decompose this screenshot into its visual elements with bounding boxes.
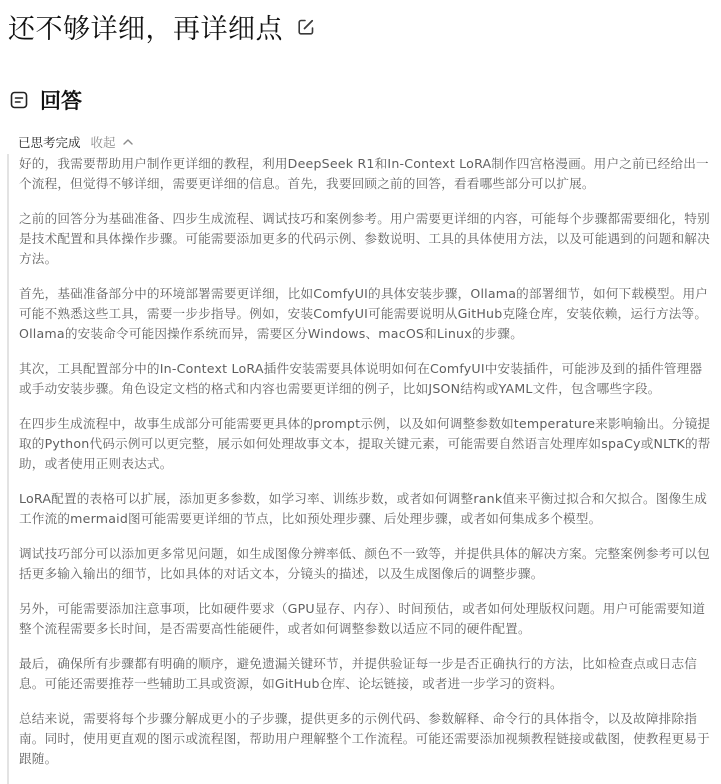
query-text: 还不够详细，再详细点 — [8, 13, 283, 45]
thinking-paragraph: 另外，可能需要添加注意事项，比如硬件要求（GPU显存、内存）、时间预估，或者如何处理版权问题。用户可能需要知道整个流程需要多长时间，是否需要高性能硬件，或者如何调整参数以适应不同的硬件配置。 — [19, 601, 706, 636]
chevron-up-icon[interactable] — [122, 136, 134, 148]
thinking-paragraph: LoRA配置的表格可以扩展，添加更多参数，如学习率、训练步数，或者如何调整rank值来平衡过拟合和欠拟合。图像生成工作流的mermaid图可能需要更详细的节点，比如预处理步骤、后处理步骤，或者如何集成多个模型。 — [19, 491, 708, 526]
answer-title: 回答 — [40, 89, 82, 113]
thinking-content — [7, 154, 713, 784]
thinking-paragraph: 首先，基础准备部分中的环境部署需要更详细，比如ComfyUI的具体安装步骤，Ollama的部署细节，如何下载模型。用户可能不熟悉这些工具，需要一步步指导。例如，安装ComfyUI可能需要说明从GitHub克隆仓库，安装依赖，运行方法等。Ollama的安装命令可能因操作系统而异，需要区分Windows、macOS和Linux的步骤。 — [19, 286, 709, 341]
thinking-paragraph: 其次，工具配置部分中的In-Context LoRA插件安装需要具体说明如何在ComfyUI中安装插件，可能涉及到的插件管理器或手动安装步骤。角色设定文档的格式和内容也需要更详细的例子，比如JSON结构或YAML文件，包含哪些字段。 — [19, 361, 703, 396]
thinking-status: 已思考完成 — [18, 135, 81, 150]
thinking-paragraph: 最后，确保所有步骤都有明确的顺序，避免遗漏关键环节，并提供验证每一步是否正确执行的方法，比如检查点或日志信息。可能还需要推荐一些辅助工具或资源，如GitHub仓库、论坛链接，或者进一步学习的资料。 — [19, 656, 698, 691]
thinking-paragraph: 调试技巧部分可以添加更多常见问题，如生成图像分辨率低、颜色不一致等，并提供具体的解决方案。完整案例参考可以包括更多输入输出的细节，比如具体的对话文本，分镜头的描述，以及生成图像后的调整步骤。 — [19, 546, 710, 581]
thinking-paragraph: 之前的回答分为基础准备、四步生成流程、调试技巧和案例参考。用户需要更详细的内容，可能每个步骤都需要细化，特别是技术配置和具体操作步骤。可能需要添加更多的代码示例、参数说明、工具的具体使用方法，以及可能遇到的问题和解决方法。 — [19, 211, 710, 266]
pencil-edit-icon[interactable] — [295, 16, 317, 38]
document-icon — [8, 89, 30, 111]
thinking-paragraph: 总结来说，需要将每个步骤分解成更小的子步骤，提供更多的示例代码、参数解释、命令行的具体指令，以及故障排除指南。同时，使用更直观的图示或流程图，帮助用户理解整个工作流程。可能还需要添加视频教程链接或截图，使教程更易于跟随。 — [19, 711, 710, 766]
answer-header — [8, 84, 82, 116]
thinking-toggle[interactable] — [18, 132, 134, 152]
user-query — [8, 4, 317, 48]
collapse-button[interactable]: 收起 — [90, 135, 116, 150]
thinking-paragraph: 好的，我需要帮助用户制作更详细的教程，利用DeepSeek R1和In-Context LoRA制作四宫格漫画。用户之前已经给出一个流程，但觉得不够详细，需要更详细的信息。首先，我要回顾之前的回答，看看哪些部分可以扩展。 — [19, 156, 709, 191]
thinking-paragraph: 在四步生成流程中，故事生成部分可能需要更具体的prompt示例，以及如何调整参数如temperature来影响输出。分镜提取的Python代码示例可以更完整，展示如何处理故事文本，提取关键元素，可能需要自然语言处理库如spaCy或NLTK的帮助，或者使用正则表达式。 — [19, 416, 711, 471]
